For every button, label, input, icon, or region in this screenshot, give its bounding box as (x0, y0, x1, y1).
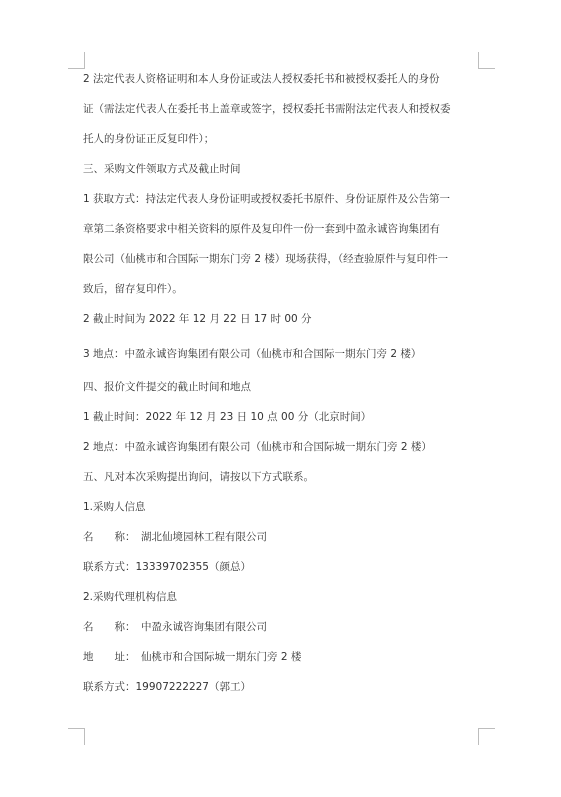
text-line-1: 2 法定代表人资格证明和本人身份证或法人授权委托书和被授权委托人的身份 (83, 73, 440, 85)
agency-address (83, 650, 301, 665)
purchaser-name-label: 名 称： (83, 531, 136, 543)
text-line-8: 致后，留存复印件）。 (83, 283, 183, 295)
text-line-7: 限公司（仙桃市和合国际一期东门旁 2 楼）现场获得，（经查验原件与复印件一 (83, 253, 449, 265)
agency-info-heading: 2.采购代理机构信息 (83, 591, 178, 603)
section-heading-4: 四、报价文件提交的截止时间和地点 (83, 381, 251, 393)
crop-mark-top-left (68, 52, 85, 69)
agency-name-value: 中盈永诚咨询集团有限公司 (141, 621, 267, 633)
crop-mark-top-right (478, 52, 495, 69)
agency-name-label: 名 称： (83, 621, 136, 633)
agency-name (83, 620, 267, 635)
text-line-13: 2 地点：中盈永诚咨询集团有限公司（仙桃市和合国际城一期东门旁 2 楼） (83, 441, 432, 453)
text-line-3: 托人的身份证正反复印件）； (83, 133, 215, 145)
agency-address-value: 仙桃市和合国际城一期东门旁 2 楼 (141, 651, 302, 663)
text-line-6: 章第二条资格要求中相关资料的原件及复印件一份一套到中盈永诚咨询集团有 (83, 223, 440, 235)
text-line-2: 证（需法定代表人在委托书上盖章或签字，授权委托书需附法定代表人和授权委 (83, 103, 451, 115)
purchaser-info-heading: 1.采购人信息 (83, 501, 146, 513)
purchaser-contact: 联系方式：13339702355（颜总） (83, 561, 251, 573)
text-line-12: 1 截止时间：2022 年 12 月 23 日 10 点 00 分（北京时间） (83, 411, 372, 423)
purchaser-name-value: 湖北仙境园林工程有限公司 (141, 531, 267, 543)
text-line-10: 3 地点：中盈永诚咨询集团有限公司（仙桃市和合国际一期东门旁 2 楼） (83, 348, 422, 360)
crop-mark-bottom-right (478, 728, 495, 745)
section-heading-3: 三、采购文件领取方式及截止时间 (83, 163, 241, 175)
text-line-5: 1 获取方式：持法定代表人身份证明或授权委托书原件、身份证原件及公告第一 (83, 193, 451, 205)
section-heading-5: 五、凡对本次采购提出询问，请按以下方式联系。 (83, 471, 314, 483)
text-line-9: 2 截止时间为 2022 年 12 月 22 日 17 时 00 分 (83, 313, 312, 325)
crop-mark-bottom-left (68, 728, 85, 745)
agency-contact: 联系方式：19907222227（郭工） (83, 681, 251, 693)
agency-address-label: 地 址： (83, 651, 136, 663)
purchaser-name (83, 530, 267, 545)
